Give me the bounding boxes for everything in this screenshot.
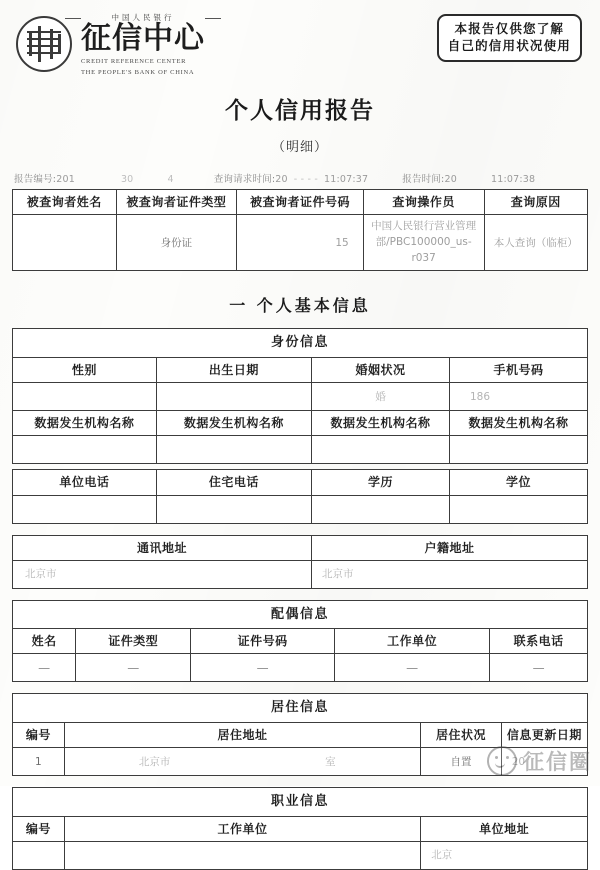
cell-subject-id-type: 身份证 <box>116 215 237 271</box>
brand-name-en-line2: THE PEOPLE'S BANK OF CHINA <box>81 69 195 77</box>
occupation-info-table <box>12 787 588 870</box>
cell-residence-update-date: 20 <box>501 748 587 776</box>
cell-gender <box>13 383 157 411</box>
cell-birth-date <box>156 383 311 411</box>
cell-registered-address: 北京市 <box>312 560 588 588</box>
cell-spouse-phone: — <box>490 654 588 682</box>
brand-lockup <box>16 10 205 78</box>
spouse-info-table <box>12 600 588 683</box>
query-info-header-row <box>13 190 588 215</box>
column-header-degree: 学位 <box>450 470 588 495</box>
cell-mailing-address: 北京市 <box>13 560 312 588</box>
column-header-spouse-name: 姓名 <box>13 629 76 654</box>
cell-spouse-id-type: — <box>76 654 191 682</box>
watermark-text: 征信圈 <box>523 750 592 774</box>
column-header-spouse-id-number: 证件号码 <box>191 629 335 654</box>
page-title: 个人信用报告 <box>225 98 375 124</box>
table-row <box>13 383 588 411</box>
brand-name-en-line1: CREDIT REFERENCE CENTER <box>81 57 187 65</box>
brand-text-block <box>81 10 205 78</box>
cell-marital-status: 婚 <box>312 383 450 411</box>
column-header-occupation-unit-address: 单位地址 <box>421 816 588 841</box>
query-info-table <box>12 189 588 271</box>
brand-name-cn: 征信中心 <box>81 21 205 56</box>
report-time <box>402 171 535 185</box>
column-header-marital-status: 婚姻状况 <box>312 357 450 382</box>
report-time-label: 报告时间: <box>402 174 445 185</box>
residence-address-fragment: 室 <box>325 755 336 768</box>
cell-data-source-org-4 <box>450 436 588 464</box>
brand-org-name: 中国人民银行 <box>81 12 205 23</box>
cell-degree <box>450 495 588 523</box>
table-row <box>13 654 588 682</box>
column-header-query-operator: 查询操作员 <box>363 190 484 215</box>
address-table <box>12 535 588 589</box>
column-header-home-phone: 住宅电话 <box>156 470 311 495</box>
prc-credit-center-seal-icon <box>16 16 72 72</box>
query-operator-line1: 中国人民银行营业管理 <box>371 220 477 233</box>
column-header-spouse-phone: 联系电话 <box>490 629 588 654</box>
report-time-value: 20 <box>444 174 457 185</box>
query-request-time-label: 查询请求时间: <box>213 174 276 185</box>
table-row <box>13 748 588 776</box>
occupation-header-row <box>13 816 588 841</box>
address-header-row <box>13 535 588 560</box>
identity-info-table <box>12 328 588 464</box>
cell-home-phone <box>156 495 311 523</box>
column-header-query-reason: 查询原因 <box>484 190 588 215</box>
cell-occupation-unit-address: 北京 <box>421 841 588 869</box>
cell-residence-no: 1 <box>13 748 65 776</box>
identity-header-row-1 <box>13 357 588 382</box>
report-number-value: 201 <box>56 174 75 185</box>
cell-spouse-id-number: — <box>191 654 335 682</box>
query-request-time-fragment: - - - - <box>293 174 318 185</box>
cell-education <box>312 495 450 523</box>
usage-notice-line1: 本报告仅供您了解 <box>454 21 565 36</box>
column-header-data-source-org-4: 数据发生机构名称 <box>450 411 588 436</box>
cell-residence-status: 自置 <box>421 748 502 776</box>
column-header-occupation-no: 编号 <box>13 816 65 841</box>
cell-data-source-org-2 <box>156 436 311 464</box>
query-operator-line2: 部/PBC100000_us-r037 <box>375 235 472 264</box>
column-header-birth-date: 出生日期 <box>156 357 311 382</box>
occupation-info-title-row <box>13 788 588 817</box>
column-header-mobile-number: 手机号码 <box>450 357 588 382</box>
usage-notice-line2: 自己的信用状况使用 <box>447 37 571 53</box>
usage-notice-stamp <box>437 14 582 62</box>
column-header-data-source-org-2: 数据发生机构名称 <box>156 411 311 436</box>
identity-info-title: 身份信息 <box>13 329 588 358</box>
column-header-data-source-org-1: 数据发生机构名称 <box>13 411 157 436</box>
table-row <box>13 436 588 464</box>
spouse-header-row <box>13 629 588 654</box>
cell-spouse-name: — <box>13 654 76 682</box>
page-subtitle: （明细） <box>271 140 328 155</box>
column-header-spouse-employer: 工作单位 <box>335 629 490 654</box>
residence-info-title: 居住信息 <box>13 694 588 723</box>
column-header-occupation-employer: 工作单位 <box>64 816 421 841</box>
cell-subject-id-number: 15 <box>237 215 364 271</box>
report-number-label: 报告编号: <box>14 174 57 185</box>
spouse-info-title-row <box>13 600 588 629</box>
column-header-residence-no: 编号 <box>13 723 65 748</box>
column-header-spouse-id-type: 证件类型 <box>76 629 191 654</box>
report-number <box>14 171 75 185</box>
spouse-info-title: 配偶信息 <box>13 600 588 629</box>
cell-query-operator <box>363 215 484 271</box>
report-time-clock: 11:07:38 <box>490 174 536 185</box>
report-meta-line <box>12 171 588 189</box>
column-header-registered-address: 户籍地址 <box>312 535 588 560</box>
column-header-work-phone: 单位电话 <box>13 470 157 495</box>
column-header-residence-update-date: 信息更新日期 <box>501 723 587 748</box>
table-row <box>13 841 588 869</box>
column-header-subject-name: 被查询者姓名 <box>13 190 117 215</box>
table-row <box>13 560 588 588</box>
query-request-time-value: 20 <box>275 174 288 185</box>
table-row <box>13 215 588 271</box>
cell-occupation-no <box>13 841 65 869</box>
section-heading-personal-basic-info: 一 个人基本信息 <box>229 296 371 316</box>
report-number-fragment-2: 30 <box>120 174 134 185</box>
cell-residence-address <box>64 748 421 776</box>
column-header-mailing-address: 通讯地址 <box>13 535 312 560</box>
identity-header-row-2 <box>13 411 588 436</box>
query-request-time <box>214 171 369 185</box>
residence-info-table <box>12 693 588 776</box>
column-header-subject-id-number: 被查询者证件号码 <box>237 190 364 215</box>
cell-query-reason: 本人查询（临柜） <box>484 215 588 271</box>
cell-occupation-employer <box>64 841 421 869</box>
column-header-education: 学历 <box>312 470 450 495</box>
report-number-fragment-3: 4 <box>167 174 174 185</box>
query-request-time-clock: 11:07:37 <box>323 174 369 185</box>
cell-mobile-number: 186 <box>450 383 588 411</box>
table-row <box>13 495 588 523</box>
document-header <box>12 0 588 78</box>
cell-spouse-employer: — <box>335 654 490 682</box>
cell-data-source-org-3 <box>312 436 450 464</box>
residence-address-text: 北京市 <box>138 755 171 768</box>
column-header-residence-address: 居住地址 <box>64 723 421 748</box>
residence-header-row <box>13 723 588 748</box>
column-header-residence-status: 居住状况 <box>421 723 502 748</box>
contact-education-header-row <box>13 470 588 495</box>
cell-work-phone <box>13 495 157 523</box>
contact-education-table <box>12 469 588 523</box>
identity-info-title-row <box>13 329 588 358</box>
column-header-data-source-org-3: 数据发生机构名称 <box>312 411 450 436</box>
residence-info-title-row <box>13 694 588 723</box>
cell-data-source-org-1 <box>13 436 157 464</box>
occupation-info-title: 职业信息 <box>13 788 588 817</box>
column-header-gender: 性别 <box>13 357 157 382</box>
column-header-subject-id-type: 被查询者证件类型 <box>116 190 237 215</box>
cell-subject-name <box>13 215 117 271</box>
